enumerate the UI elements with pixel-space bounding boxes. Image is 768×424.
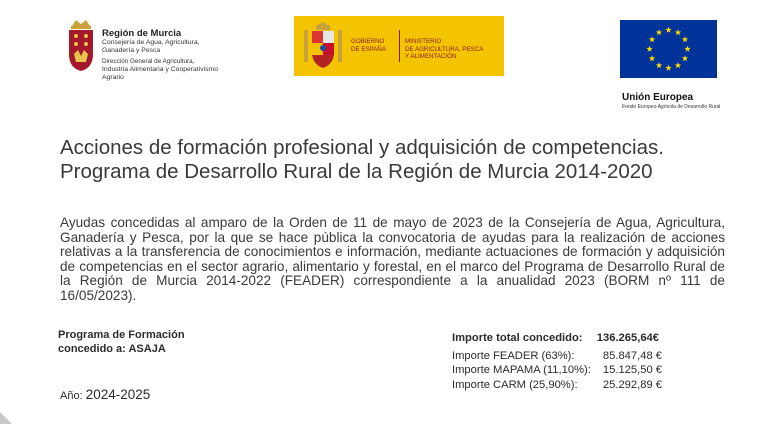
year-label: Año: — [60, 390, 83, 402]
year-value: 2024-2025 — [85, 387, 151, 402]
murcia-line-2: Ganadería y Pesca — [102, 47, 161, 54]
amount-label: Importe CARM (25,90%): — [452, 378, 578, 391]
program-line-1: Programa de Formación — [58, 329, 185, 341]
murcia-line-3: Dirección General de Agricultura, — [102, 58, 195, 65]
eu-flag-icon — [620, 20, 717, 78]
page-title-line-1: Acciones de formación profesional y adquisición de competencias. — [60, 136, 664, 159]
description-paragraph: Ayudas concedidas al amparo de la Orden de 11 de mayo de 2023 de la Consejería de Agua, Agricultura, Ganadería y Pesca, por la que se hace pública la convocatoria de ayudas para la realización de acciones relativas a la transferencia de conocimientos e información, mediante actuaciones de formación y adquisición de competencias en el sector agrario, alimentario y forestal, en el marco del Programa de Desarrollo Rural de la Región de Murcia 2014-2022 (FEADER) correspondiente a la anualidad 2023 (BORM nº 111 de 16/05/2023). — [60, 215, 725, 303]
spain-ministry-logo — [294, 16, 504, 76]
eu-title: Unión Europea — [622, 92, 694, 103]
spain-min-line-1: MINISTERIO — [405, 38, 442, 45]
program-info — [58, 328, 185, 356]
spain-ministry-text — [405, 38, 483, 61]
page-corner — [0, 412, 12, 424]
amount-total-label: Importe total concedido: — [452, 332, 583, 344]
spain-coat-of-arms-icon — [302, 22, 344, 70]
murcia-line-1: Consejería de Agua, Agricultura, — [102, 39, 200, 46]
amount-row — [452, 363, 662, 378]
year-info — [60, 387, 150, 402]
spain-gob-line-2: DE ESPAÑA — [351, 45, 386, 53]
spain-min-line-2: DE AGRICULTURA, PESCA — [405, 45, 484, 53]
amounts-table — [452, 331, 662, 392]
eu-subtitle: Fondo Europeo Agrícola de Desarrollo Rural — [622, 104, 721, 110]
amount-label: Importe FEADER (63%): — [452, 349, 575, 362]
amount-value: 15.125,50 € — [602, 364, 662, 376]
amount-row — [452, 378, 662, 393]
program-line-2: concedido a: ASAJA — [58, 343, 166, 355]
murcia-line-4: Industria Alimentaria y Cooperativismo Agrario — [102, 65, 218, 81]
amount-row — [452, 349, 662, 364]
page-title — [60, 136, 664, 184]
spain-min-line-3: Y ALIMENTACIÓN — [405, 53, 457, 60]
amount-value: 85.847,48 € — [602, 349, 662, 362]
spain-gob-line-1: GOBIERNO — [351, 38, 385, 45]
murcia-coat-of-arms-icon — [66, 14, 96, 72]
murcia-logo — [66, 14, 236, 81]
spain-divider — [399, 30, 400, 62]
amount-label: Importe MAPAMA (11,10%): — [452, 364, 591, 376]
amount-value: 25.292,89 € — [602, 378, 662, 391]
amount-total-row — [452, 331, 662, 346]
amount-total-value: 136.265,64€ — [596, 332, 659, 344]
murcia-title: Región de Murcia — [102, 28, 182, 39]
page-title-line-2: Programa de Desarrollo Rural de la Región de Murcia 2014-2020 — [60, 160, 653, 183]
spain-gobierno-text — [351, 38, 386, 53]
